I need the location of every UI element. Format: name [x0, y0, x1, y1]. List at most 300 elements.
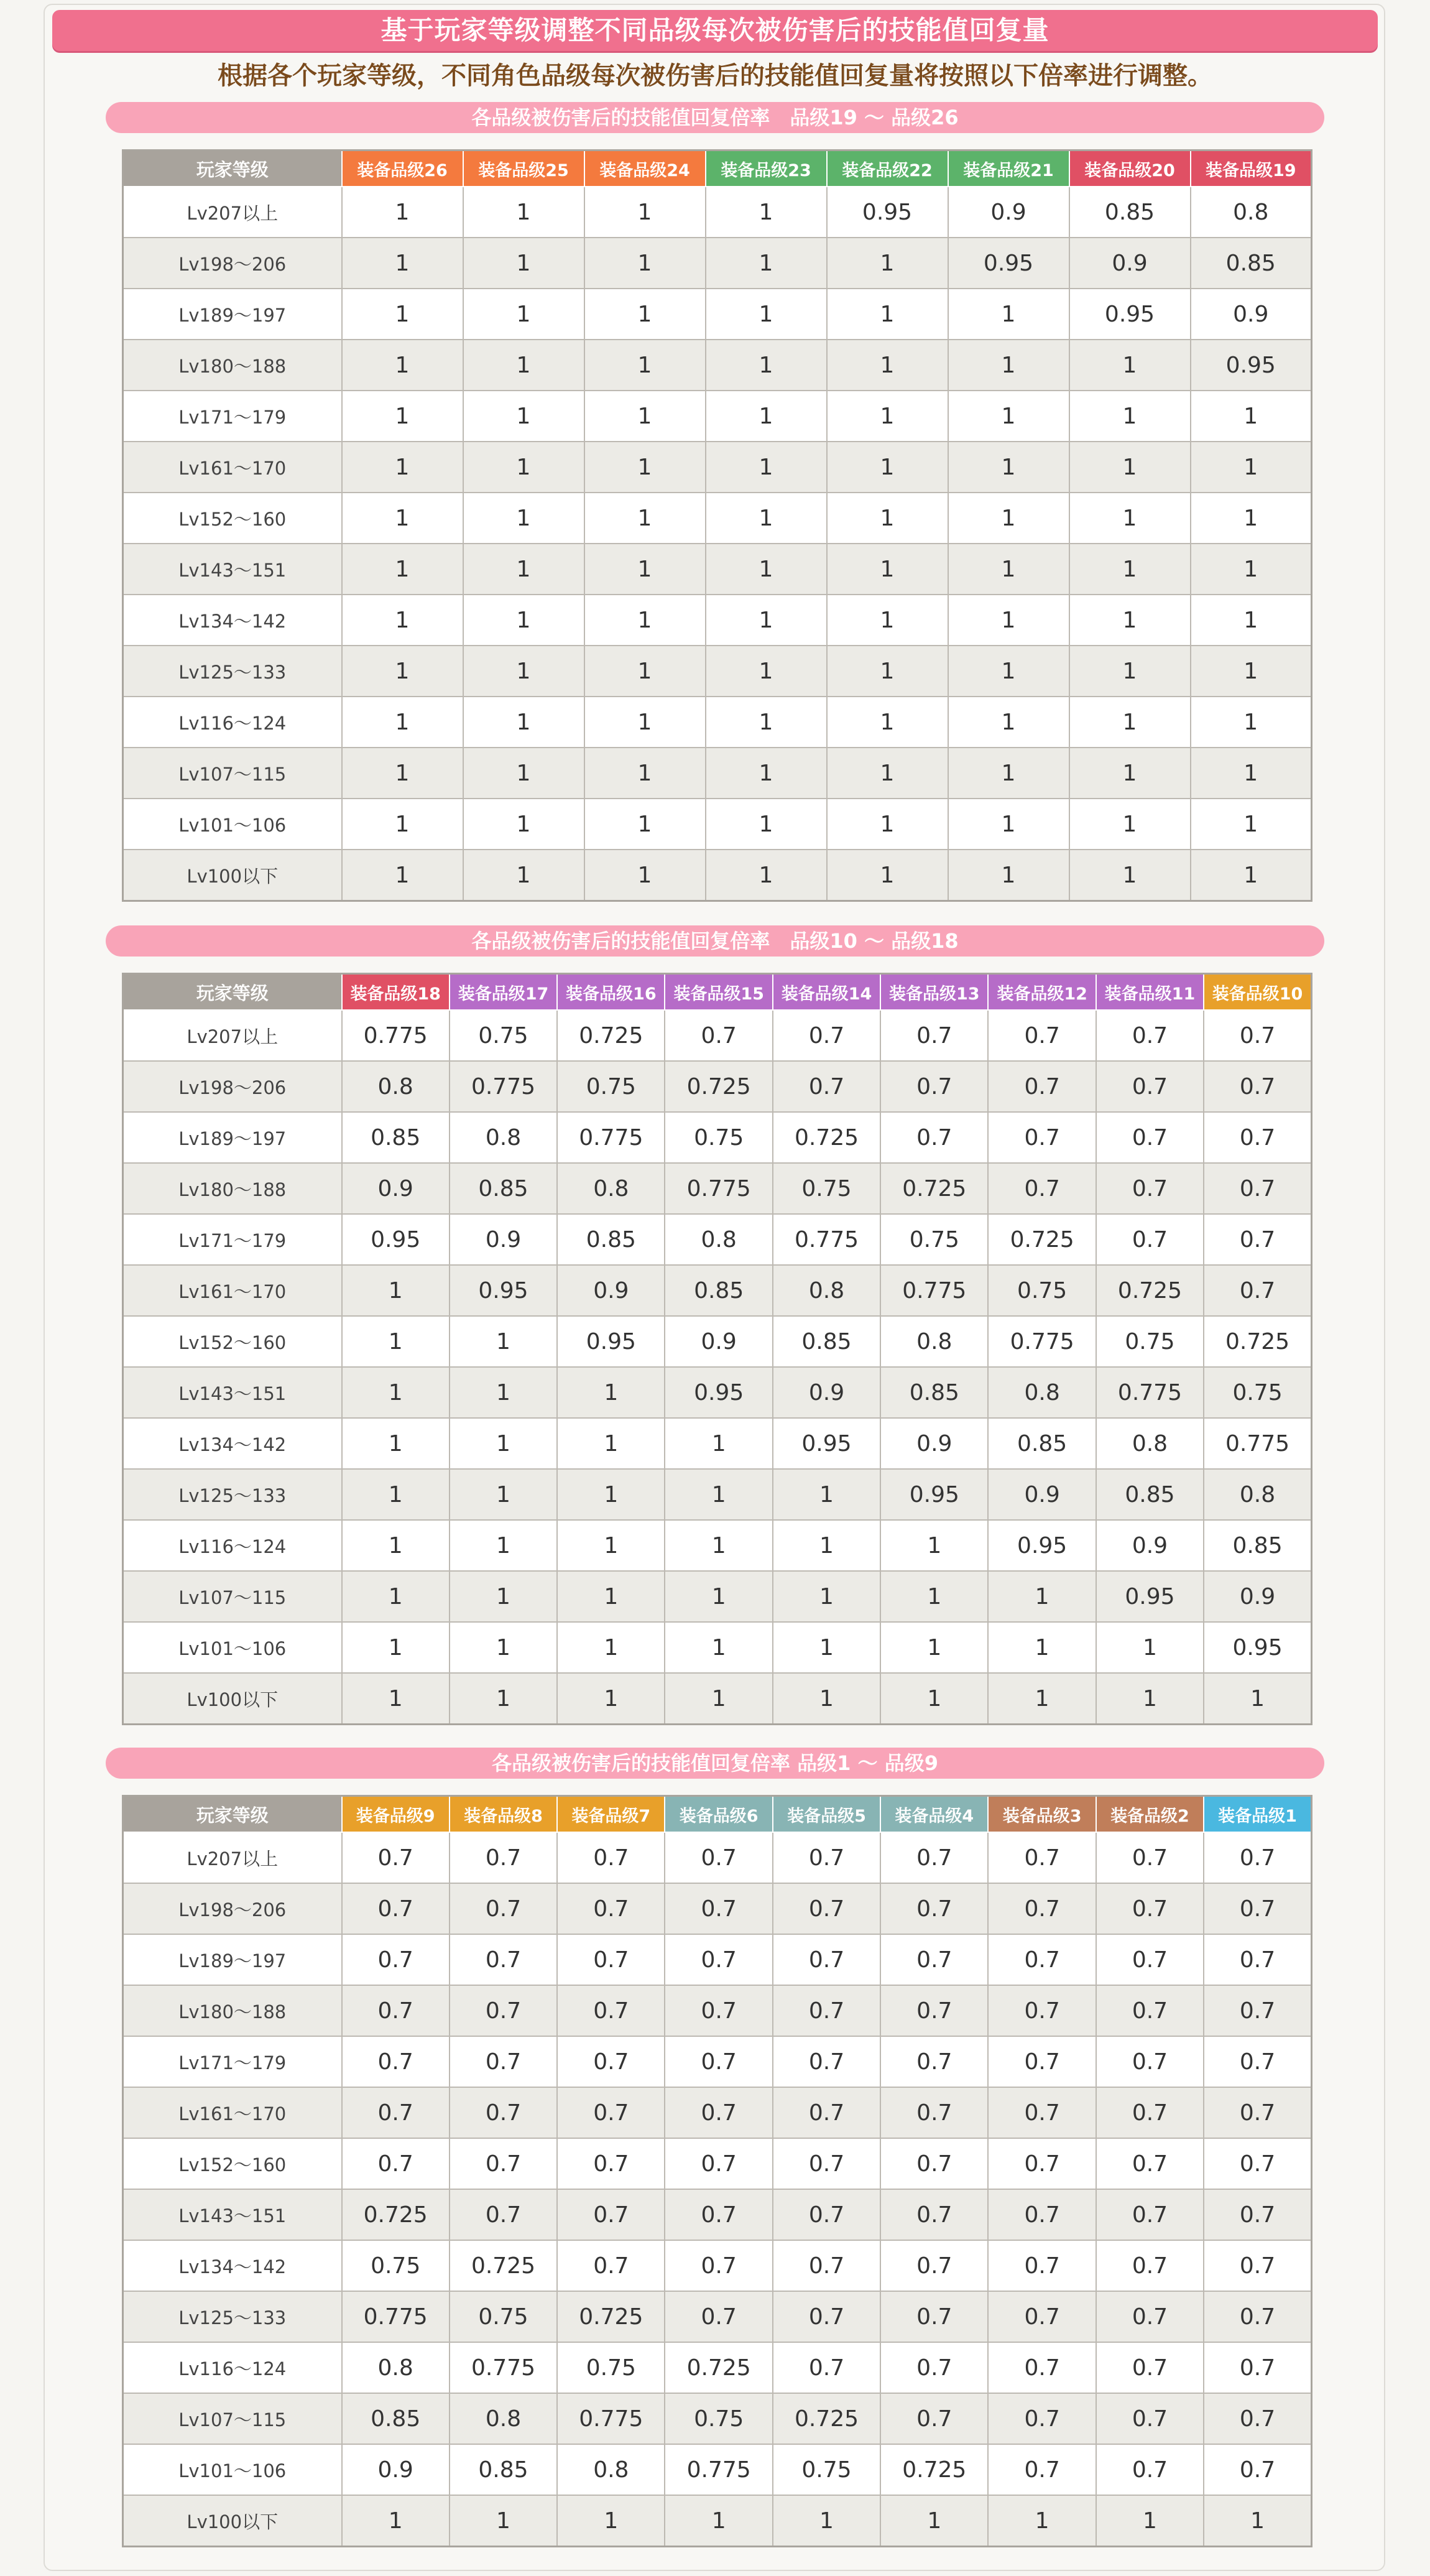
table-row	[123, 1010, 1312, 1061]
grade-column-header: 装备品级3	[988, 1796, 1096, 1833]
rate-cell: 1	[342, 544, 463, 595]
rate-cell: 0.7	[988, 1061, 1096, 1112]
rate-cell: 0.9	[665, 1316, 772, 1367]
table-row	[123, 2393, 1312, 2444]
rate-cell: 1	[463, 748, 584, 799]
table-row	[123, 2240, 1312, 2291]
rate-cell: 0.85	[450, 1163, 557, 1214]
rate-cell: 0.7	[1096, 1832, 1204, 1883]
rate-cell: 0.725	[880, 2444, 988, 2495]
rate-cell: 1	[342, 493, 463, 544]
rate-cell: 0.7	[1204, 1883, 1311, 1934]
table-row	[123, 850, 1312, 901]
rate-cell: 0.7	[1204, 2342, 1311, 2393]
rate-cell: 0.7	[665, 2138, 772, 2189]
rate-cell: 0.7	[773, 2087, 880, 2138]
rate-cell: 0.75	[988, 1265, 1096, 1316]
level-cell: Lv180～188	[123, 1985, 342, 2036]
table-row	[123, 646, 1312, 697]
rate-cell: 1	[827, 799, 948, 850]
rate-cell: 0.7	[450, 1985, 557, 2036]
rate-cell: 0.7	[988, 1112, 1096, 1163]
rate-cell: 0.7	[880, 2087, 988, 2138]
rate-cell: 0.7	[773, 1934, 880, 1985]
rate-cell: 1	[827, 238, 948, 289]
rate-cell: 0.7	[1096, 1883, 1204, 1934]
rate-cell: 0.95	[557, 1316, 665, 1367]
rate-cell: 0.9	[988, 1469, 1096, 1520]
rate-cell: 0.8	[1096, 1418, 1204, 1469]
rate-cell: 1	[1191, 799, 1312, 850]
rate-cell: 0.7	[1204, 2240, 1311, 2291]
rate-cell: 0.775	[773, 1214, 880, 1265]
rate-cell: 0.7	[665, 1010, 772, 1061]
table-row	[123, 2444, 1312, 2495]
rate-cell: 1	[1069, 544, 1191, 595]
rate-cell: 1	[342, 1673, 450, 1725]
level-column-header: 玩家等级	[123, 1796, 342, 1833]
rate-cell: 1	[880, 1622, 988, 1673]
rate-cell: 0.9	[880, 1418, 988, 1469]
rate-cell: 1	[948, 595, 1069, 646]
rate-cell: 0.7	[665, 2189, 772, 2240]
level-cell: Lv152～160	[123, 1316, 342, 1367]
rate-cell: 1	[827, 697, 948, 748]
rate-cell: 0.75	[342, 2240, 450, 2291]
level-cell: Lv116～124	[123, 1520, 342, 1571]
level-cell: Lv189～197	[123, 1934, 342, 1985]
rate-cell: 1	[988, 1571, 1096, 1622]
level-cell: Lv107～115	[123, 1571, 342, 1622]
rate-cell: 1	[342, 1265, 450, 1316]
level-cell: Lv125～133	[123, 1469, 342, 1520]
rate-cell: 0.7	[557, 2036, 665, 2087]
grade-column-header: 装备品级8	[450, 1796, 557, 1833]
table-row	[123, 187, 1312, 238]
rate-cell: 0.7	[773, 1010, 880, 1061]
rate-cell: 0.85	[1204, 1520, 1311, 1571]
table-row	[123, 493, 1312, 544]
rate-cell: 0.7	[342, 1832, 450, 1883]
grade-column-header: 装备品级10	[1204, 974, 1311, 1011]
section-1-title: 各品级被伤害后的技能值回复倍率 品级19 ～ 品级26	[106, 102, 1324, 133]
level-cell: Lv171～179	[123, 391, 342, 442]
rate-cell: 1	[463, 646, 584, 697]
rate-cell: 1	[948, 493, 1069, 544]
rate-cell: 0.7	[988, 1934, 1096, 1985]
rate-cell: 0.7	[880, 1061, 988, 1112]
rate-cell: 0.7	[1204, 2138, 1311, 2189]
rate-cell: 0.7	[1204, 1985, 1311, 2036]
level-cell: Lv134～142	[123, 1418, 342, 1469]
rate-cell: 0.75	[450, 2291, 557, 2342]
rate-cell: 1	[1191, 697, 1312, 748]
rate-cell: 0.7	[1096, 2342, 1204, 2393]
rate-cell: 0.7	[665, 1832, 772, 1883]
rate-cell: 0.9	[773, 1367, 880, 1418]
rate-cell: 1	[450, 1469, 557, 1520]
table-row	[123, 697, 1312, 748]
rate-table-grades-1-9	[122, 1795, 1312, 2547]
rate-cell: 1	[342, 187, 463, 238]
rate-cell: 0.85	[1191, 238, 1312, 289]
rate-cell: 1	[827, 442, 948, 493]
rate-cell: 0.7	[988, 2342, 1096, 2393]
rate-cell: 1	[1204, 1673, 1311, 1725]
rate-cell: 0.95	[827, 187, 948, 238]
rate-cell: 1	[450, 1316, 557, 1367]
level-cell: Lv189～197	[123, 289, 342, 340]
section-3-title: 各品级被伤害后的技能值回复倍率 品级1 ～ 品级9	[106, 1748, 1324, 1779]
grade-column-header: 装备品级12	[988, 974, 1096, 1011]
rate-cell: 0.7	[988, 2240, 1096, 2291]
page-subtitle: 根据各个玩家等级，不同角色品级每次被伤害后的技能值回复量将按照以下倍率进行调整。	[218, 62, 1212, 90]
rate-cell: 0.7	[1096, 1010, 1204, 1061]
rate-cell: 0.775	[1096, 1367, 1204, 1418]
rate-cell: 0.7	[880, 1112, 988, 1163]
rate-cell: 0.7	[880, 2189, 988, 2240]
rate-cell: 1	[584, 493, 706, 544]
rate-cell: 1	[773, 1673, 880, 1725]
table-row	[123, 1367, 1312, 1418]
rate-cell: 0.7	[557, 2189, 665, 2240]
table-row	[123, 1520, 1312, 1571]
rate-cell: 0.7	[1204, 1112, 1311, 1163]
rate-cell: 0.75	[557, 1061, 665, 1112]
rate-cell: 1	[463, 187, 584, 238]
rate-cell: 0.775	[1204, 1418, 1311, 1469]
rate-cell: 1	[584, 697, 706, 748]
rate-cell: 1	[706, 748, 827, 799]
table-row	[123, 1163, 1312, 1214]
level-column-header: 玩家等级	[123, 151, 342, 187]
rate-cell: 1	[557, 1520, 665, 1571]
rate-cell: 0.7	[880, 1832, 988, 1883]
rate-cell: 0.7	[1204, 1214, 1311, 1265]
table-row	[123, 1316, 1312, 1367]
rate-cell: 0.7	[665, 1934, 772, 1985]
table-row	[123, 1214, 1312, 1265]
rate-cell: 0.7	[342, 1934, 450, 1985]
rate-cell: 1	[342, 1520, 450, 1571]
grade-column-header: 装备品级23	[706, 151, 827, 187]
rate-cell: 1	[1191, 595, 1312, 646]
rate-cell: 0.725	[880, 1163, 988, 1214]
rate-cell: 0.7	[988, 2036, 1096, 2087]
rate-cell: 0.8	[880, 1316, 988, 1367]
grade-column-header: 装备品级25	[463, 151, 584, 187]
level-cell: Lv134～142	[123, 2240, 342, 2291]
rate-cell: 0.85	[1069, 187, 1191, 238]
rate-cell: 0.775	[450, 2342, 557, 2393]
rate-cell: 0.7	[988, 2393, 1096, 2444]
rate-cell: 1	[1191, 646, 1312, 697]
rate-cell: 0.85	[1096, 1469, 1204, 1520]
rate-cell: 1	[988, 1673, 1096, 1725]
rate-cell: 0.7	[1204, 1934, 1311, 1985]
rate-cell: 0.7	[988, 2138, 1096, 2189]
rate-cell: 0.7	[773, 1061, 880, 1112]
rate-cell: 1	[557, 1571, 665, 1622]
rate-cell: 0.95	[665, 1367, 772, 1418]
rate-cell: 1	[463, 850, 584, 901]
rate-cell: 1	[948, 646, 1069, 697]
rate-cell: 1	[665, 1673, 772, 1725]
rate-cell: 0.75	[665, 1112, 772, 1163]
rate-cell: 1	[342, 1418, 450, 1469]
table-header-row	[123, 151, 1312, 187]
rate-cell: 1	[665, 1571, 772, 1622]
rate-cell: 1	[1191, 544, 1312, 595]
table-row	[123, 595, 1312, 646]
rate-cell: 0.7	[450, 2036, 557, 2087]
level-cell: Lv161～170	[123, 442, 342, 493]
rate-cell: 1	[450, 1673, 557, 1725]
level-cell: Lv100以下	[123, 850, 342, 901]
rate-cell: 1	[827, 391, 948, 442]
grade-column-header: 装备品级14	[773, 974, 880, 1011]
rate-cell: 1	[450, 1520, 557, 1571]
rate-cell: 0.7	[557, 2138, 665, 2189]
rate-cell: 0.775	[557, 1112, 665, 1163]
rate-cell: 0.85	[773, 1316, 880, 1367]
rate-cell: 1	[342, 238, 463, 289]
rate-cell: 1	[880, 1520, 988, 1571]
rate-cell: 0.7	[773, 1883, 880, 1934]
rate-cell: 1	[948, 544, 1069, 595]
rate-cell: 0.7	[880, 1934, 988, 1985]
rate-cell: 0.7	[1204, 2393, 1311, 2444]
rate-cell: 1	[665, 1418, 772, 1469]
rate-cell: 0.95	[1191, 340, 1312, 391]
rate-cell: 0.85	[557, 1214, 665, 1265]
rate-cell: 0.95	[988, 1520, 1096, 1571]
level-cell: Lv107～115	[123, 748, 342, 799]
rate-cell: 1	[1069, 340, 1191, 391]
table-row	[123, 2495, 1312, 2547]
rate-cell: 0.7	[557, 1934, 665, 1985]
rate-cell: 0.7	[880, 2138, 988, 2189]
rate-cell: 1	[1069, 799, 1191, 850]
rate-cell: 0.725	[450, 2240, 557, 2291]
table-row	[123, 748, 1312, 799]
rate-cell: 0.775	[342, 1010, 450, 1061]
rate-cell: 1	[463, 289, 584, 340]
rate-cell: 0.9	[342, 2444, 450, 2495]
rate-cell: 0.725	[342, 2189, 450, 2240]
level-cell: Lv143～151	[123, 2189, 342, 2240]
level-cell: Lv198～206	[123, 1061, 342, 1112]
rate-cell: 0.725	[557, 1010, 665, 1061]
table-row	[123, 1571, 1312, 1622]
rate-cell: 1	[827, 646, 948, 697]
rate-cell: 0.7	[1096, 2189, 1204, 2240]
level-cell: Lv143～151	[123, 1367, 342, 1418]
rate-cell: 0.7	[1204, 2291, 1311, 2342]
rate-cell: 0.7	[773, 1985, 880, 2036]
grade-column-header: 装备品级16	[557, 974, 665, 1011]
rate-cell: 0.7	[773, 2342, 880, 2393]
grade-column-header: 装备品级7	[557, 1796, 665, 1833]
rate-cell: 1	[463, 544, 584, 595]
page-title: 基于玩家等级调整不同品级每次被伤害后的技能值回复量	[52, 10, 1378, 51]
rate-cell: 1	[342, 850, 463, 901]
rate-cell: 0.775	[557, 2393, 665, 2444]
rate-cell: 1	[827, 850, 948, 901]
rate-cell: 1	[584, 238, 706, 289]
rate-cell: 0.7	[988, 2087, 1096, 2138]
rate-cell: 1	[463, 442, 584, 493]
rate-cell: 0.7	[988, 1883, 1096, 1934]
table-row	[123, 442, 1312, 493]
rate-cell: 0.7	[557, 1985, 665, 2036]
rate-cell: 0.7	[773, 2036, 880, 2087]
rate-cell: 0.725	[665, 2342, 772, 2393]
rate-cell: 1	[706, 391, 827, 442]
level-cell: Lv101～106	[123, 1622, 342, 1673]
level-cell: Lv100以下	[123, 1673, 342, 1725]
rate-cell: 0.75	[880, 1214, 988, 1265]
rate-cell: 0.9	[342, 1163, 450, 1214]
rate-cell: 0.7	[1204, 1010, 1311, 1061]
rate-cell: 0.7	[665, 1883, 772, 1934]
rate-cell: 1	[706, 850, 827, 901]
rate-cell: 0.8	[450, 1112, 557, 1163]
rate-cell: 0.7	[988, 2291, 1096, 2342]
rate-cell: 0.775	[665, 2444, 772, 2495]
rate-cell: 1	[706, 697, 827, 748]
rate-cell: 1	[584, 646, 706, 697]
rate-cell: 1	[948, 391, 1069, 442]
rate-cell: 1	[665, 1520, 772, 1571]
level-cell: Lv125～133	[123, 646, 342, 697]
rate-cell: 0.7	[880, 1010, 988, 1061]
level-cell: Lv101～106	[123, 799, 342, 850]
rate-cell: 0.8	[557, 1163, 665, 1214]
rate-cell: 1	[827, 289, 948, 340]
rate-cell: 1	[948, 850, 1069, 901]
rate-cell: 0.7	[1096, 2393, 1204, 2444]
grade-column-header: 装备品级4	[880, 1796, 988, 1833]
rate-cell: 0.7	[988, 2444, 1096, 2495]
rate-cell: 1	[948, 442, 1069, 493]
rate-cell: 0.7	[450, 1832, 557, 1883]
rate-cell: 1	[1096, 2495, 1204, 2547]
rate-cell: 1	[342, 646, 463, 697]
rate-cell: 0.7	[880, 2036, 988, 2087]
rate-cell: 1	[342, 1622, 450, 1673]
rate-cell: 0.7	[1204, 1061, 1311, 1112]
rate-cell: 0.7	[450, 2087, 557, 2138]
table-row	[123, 1934, 1312, 1985]
rate-cell: 1	[463, 595, 584, 646]
rate-cell: 0.775	[450, 1061, 557, 1112]
level-cell: Lv198～206	[123, 238, 342, 289]
table-row	[123, 238, 1312, 289]
rate-cell: 1	[948, 748, 1069, 799]
rate-cell: 1	[557, 1367, 665, 1418]
table-row	[123, 1418, 1312, 1469]
rate-cell: 0.7	[880, 2291, 988, 2342]
rate-cell: 1	[827, 595, 948, 646]
rate-cell: 1	[463, 340, 584, 391]
rate-cell: 0.75	[773, 2444, 880, 2495]
rate-cell: 1	[706, 544, 827, 595]
rate-cell: 1	[827, 748, 948, 799]
table-row	[123, 2138, 1312, 2189]
rate-cell: 1	[1191, 391, 1312, 442]
rate-cell: 0.7	[665, 1985, 772, 2036]
rate-cell: 0.725	[773, 1112, 880, 1163]
grade-column-header: 装备品级1	[1204, 1796, 1311, 1833]
rate-cell: 0.7	[773, 2138, 880, 2189]
rate-cell: 1	[948, 340, 1069, 391]
rate-cell: 0.7	[450, 2138, 557, 2189]
rate-cell: 0.9	[450, 1214, 557, 1265]
rate-cell: 0.8	[1204, 1469, 1311, 1520]
rate-cell: 1	[342, 799, 463, 850]
level-cell: Lv125～133	[123, 2291, 342, 2342]
rate-cell: 0.775	[880, 1265, 988, 1316]
rate-cell: 1	[1069, 595, 1191, 646]
rate-cell: 0.7	[1096, 1112, 1204, 1163]
rate-cell: 1	[342, 748, 463, 799]
level-cell: Lv143～151	[123, 544, 342, 595]
rate-cell: 0.7	[988, 1832, 1096, 1883]
rate-table-grades-10-18	[122, 973, 1312, 1725]
rate-cell: 1	[584, 748, 706, 799]
rate-cell: 1	[988, 2495, 1096, 2547]
grade-column-header: 装备品级20	[1069, 151, 1191, 187]
grade-column-header: 装备品级6	[665, 1796, 772, 1833]
rate-cell: 0.7	[450, 1934, 557, 1985]
rate-cell: 1	[557, 2495, 665, 2547]
rate-cell: 1	[584, 799, 706, 850]
level-column-header: 玩家等级	[123, 974, 342, 1011]
rate-cell: 0.7	[1204, 2087, 1311, 2138]
rate-cell: 0.725	[665, 1061, 772, 1112]
rate-cell: 0.7	[557, 2087, 665, 2138]
rate-cell: 1	[1096, 1673, 1204, 1725]
level-cell: Lv116～124	[123, 697, 342, 748]
rate-cell: 1	[584, 340, 706, 391]
rate-cell: 1	[342, 697, 463, 748]
table-header-row	[123, 1796, 1312, 1833]
rate-cell: 0.7	[342, 2087, 450, 2138]
rate-cell: 0.8	[342, 2342, 450, 2393]
rate-cell: 1	[706, 595, 827, 646]
rate-cell: 0.95	[948, 238, 1069, 289]
rate-cell: 1	[988, 1622, 1096, 1673]
rate-cell: 0.85	[342, 1112, 450, 1163]
rate-cell: 1	[773, 2495, 880, 2547]
rate-cell: 0.7	[665, 2036, 772, 2087]
level-cell: Lv107～115	[123, 2393, 342, 2444]
rate-cell: 0.7	[665, 2291, 772, 2342]
rate-cell: 0.85	[880, 1367, 988, 1418]
rate-cell: 1	[450, 1622, 557, 1673]
rate-cell: 1	[773, 1571, 880, 1622]
rate-cell: 0.85	[988, 1418, 1096, 1469]
rate-cell: 1	[557, 1469, 665, 1520]
rate-cell: 0.85	[342, 2393, 450, 2444]
level-cell: Lv134～142	[123, 595, 342, 646]
rate-cell: 0.95	[880, 1469, 988, 1520]
rate-cell: 1	[706, 289, 827, 340]
rate-cell: 0.7	[1096, 1934, 1204, 1985]
table-row	[123, 2291, 1312, 2342]
rate-cell: 0.725	[1096, 1265, 1204, 1316]
